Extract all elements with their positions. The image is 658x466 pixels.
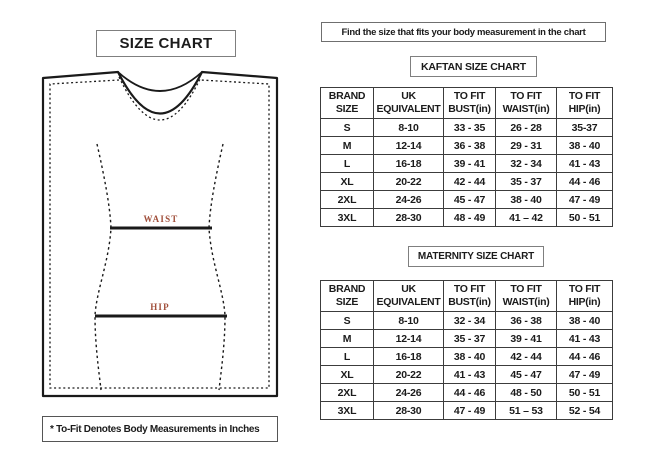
header-row (321, 281, 613, 312)
table-row (321, 366, 613, 384)
kaftan-chart-title: KAFTAN SIZE CHART (410, 56, 537, 77)
measurement-cell: 16-18 (374, 155, 444, 173)
measurement-cell: 35 - 37 (496, 173, 557, 191)
maternity-size-table (320, 280, 613, 420)
measurement-cell: 32 - 34 (444, 312, 496, 330)
measurement-cell: 36 - 38 (444, 137, 496, 155)
size-cell: 3XL (321, 402, 374, 420)
table-row (321, 330, 613, 348)
measurement-cell: 48 - 50 (496, 384, 557, 402)
table-row (321, 137, 613, 155)
measurement-cell: 47 - 49 (444, 402, 496, 420)
size-cell: M (321, 330, 374, 348)
size-cell: XL (321, 173, 374, 191)
measurement-cell: 16-18 (374, 348, 444, 366)
measurement-cell: 48 - 49 (444, 209, 496, 227)
banner: Find the size that fits your body measurement in the chart (321, 22, 606, 42)
table-row (321, 191, 613, 209)
measurement-cell: 20-22 (374, 366, 444, 384)
measurement-cell: 44 - 46 (557, 348, 613, 366)
measurement-cell: 8-10 (374, 119, 444, 137)
table-row (321, 119, 613, 137)
column-header: BRAND SIZE (321, 88, 374, 119)
column-header: TO FIT HIP(in) (557, 88, 613, 119)
table-row (321, 348, 613, 366)
back-neckline (118, 72, 202, 91)
size-cell: 3XL (321, 209, 374, 227)
garment-outline (43, 72, 277, 396)
table-row (321, 173, 613, 191)
table-row (321, 384, 613, 402)
measurement-cell: 29 - 31 (496, 137, 557, 155)
size-cell: 2XL (321, 384, 374, 402)
waist-label: WAIST (143, 214, 179, 224)
table-row (321, 155, 613, 173)
measurement-cell: 47 - 49 (557, 191, 613, 209)
size-cell: L (321, 348, 374, 366)
size-cell: 2XL (321, 191, 374, 209)
hip-label: HIP (150, 302, 170, 312)
column-header: TO FIT BUST(in) (444, 88, 496, 119)
maternity-chart-title: MATERNITY SIZE CHART (408, 246, 544, 267)
measurement-cell: 38 - 40 (557, 312, 613, 330)
size-cell: S (321, 119, 374, 137)
measurement-cell: 20-22 (374, 173, 444, 191)
table-row (321, 209, 613, 227)
measurement-cell: 38 - 40 (496, 191, 557, 209)
stitch-border (50, 80, 269, 388)
measurement-cell: 42 - 44 (444, 173, 496, 191)
measurement-cell: 38 - 40 (444, 348, 496, 366)
measurement-cell: 24-26 (374, 384, 444, 402)
measurement-cell: 52 - 54 (557, 402, 613, 420)
size-cell: XL (321, 366, 374, 384)
header-row (321, 88, 613, 119)
column-header: UK EQUIVALENT (374, 281, 444, 312)
measurement-cell: 39 - 41 (444, 155, 496, 173)
measurement-cell: 32 - 34 (496, 155, 557, 173)
measurement-cell: 41 – 42 (496, 209, 557, 227)
measurement-cell: 44 - 46 (444, 384, 496, 402)
measurement-cell: 41 - 43 (444, 366, 496, 384)
measurement-cell: 45 - 47 (444, 191, 496, 209)
measurement-cell: 42 - 44 (496, 348, 557, 366)
size-chart-title: SIZE CHART (96, 30, 236, 57)
column-header: UK EQUIVALENT (374, 88, 444, 119)
column-header: TO FIT WAIST(in) (496, 88, 557, 119)
measurement-cell: 8-10 (374, 312, 444, 330)
column-header: TO FIT WAIST(in) (496, 281, 557, 312)
measurement-cell: 28-30 (374, 209, 444, 227)
measurement-cell: 51 – 53 (496, 402, 557, 420)
measurement-cell: 28-30 (374, 402, 444, 420)
measurement-cell: 33 - 35 (444, 119, 496, 137)
table-row (321, 402, 613, 420)
kaftan-diagram (0, 0, 320, 466)
measurement-cell: 12-14 (374, 330, 444, 348)
measurement-cell: 38 - 40 (557, 137, 613, 155)
column-header: TO FIT BUST(in) (444, 281, 496, 312)
measurement-cell: 50 - 51 (557, 384, 613, 402)
size-cell: L (321, 155, 374, 173)
measurement-cell: 47 - 49 (557, 366, 613, 384)
column-header: TO FIT HIP(in) (557, 281, 613, 312)
measurement-cell: 35 - 37 (444, 330, 496, 348)
table-row (321, 312, 613, 330)
body-silhouette-right (209, 144, 225, 390)
measurement-cell: 41 - 43 (557, 155, 613, 173)
column-header: BRAND SIZE (321, 281, 374, 312)
measurement-cell: 39 - 41 (496, 330, 557, 348)
kaftan-size-table (320, 87, 613, 227)
measurement-cell: 41 - 43 (557, 330, 613, 348)
measurement-cell: 12-14 (374, 137, 444, 155)
body-silhouette-left (95, 144, 111, 390)
measurement-cell: 50 - 51 (557, 209, 613, 227)
measurement-cell: 26 - 28 (496, 119, 557, 137)
measurement-cell: 36 - 38 (496, 312, 557, 330)
footnote: * To-Fit Denotes Body Measurements in Inches (42, 416, 278, 442)
measurement-cell: 24-26 (374, 191, 444, 209)
size-cell: M (321, 137, 374, 155)
measurement-cell: 35-37 (557, 119, 613, 137)
measurement-cell: 44 - 46 (557, 173, 613, 191)
size-cell: S (321, 312, 374, 330)
measurement-cell: 45 - 47 (496, 366, 557, 384)
